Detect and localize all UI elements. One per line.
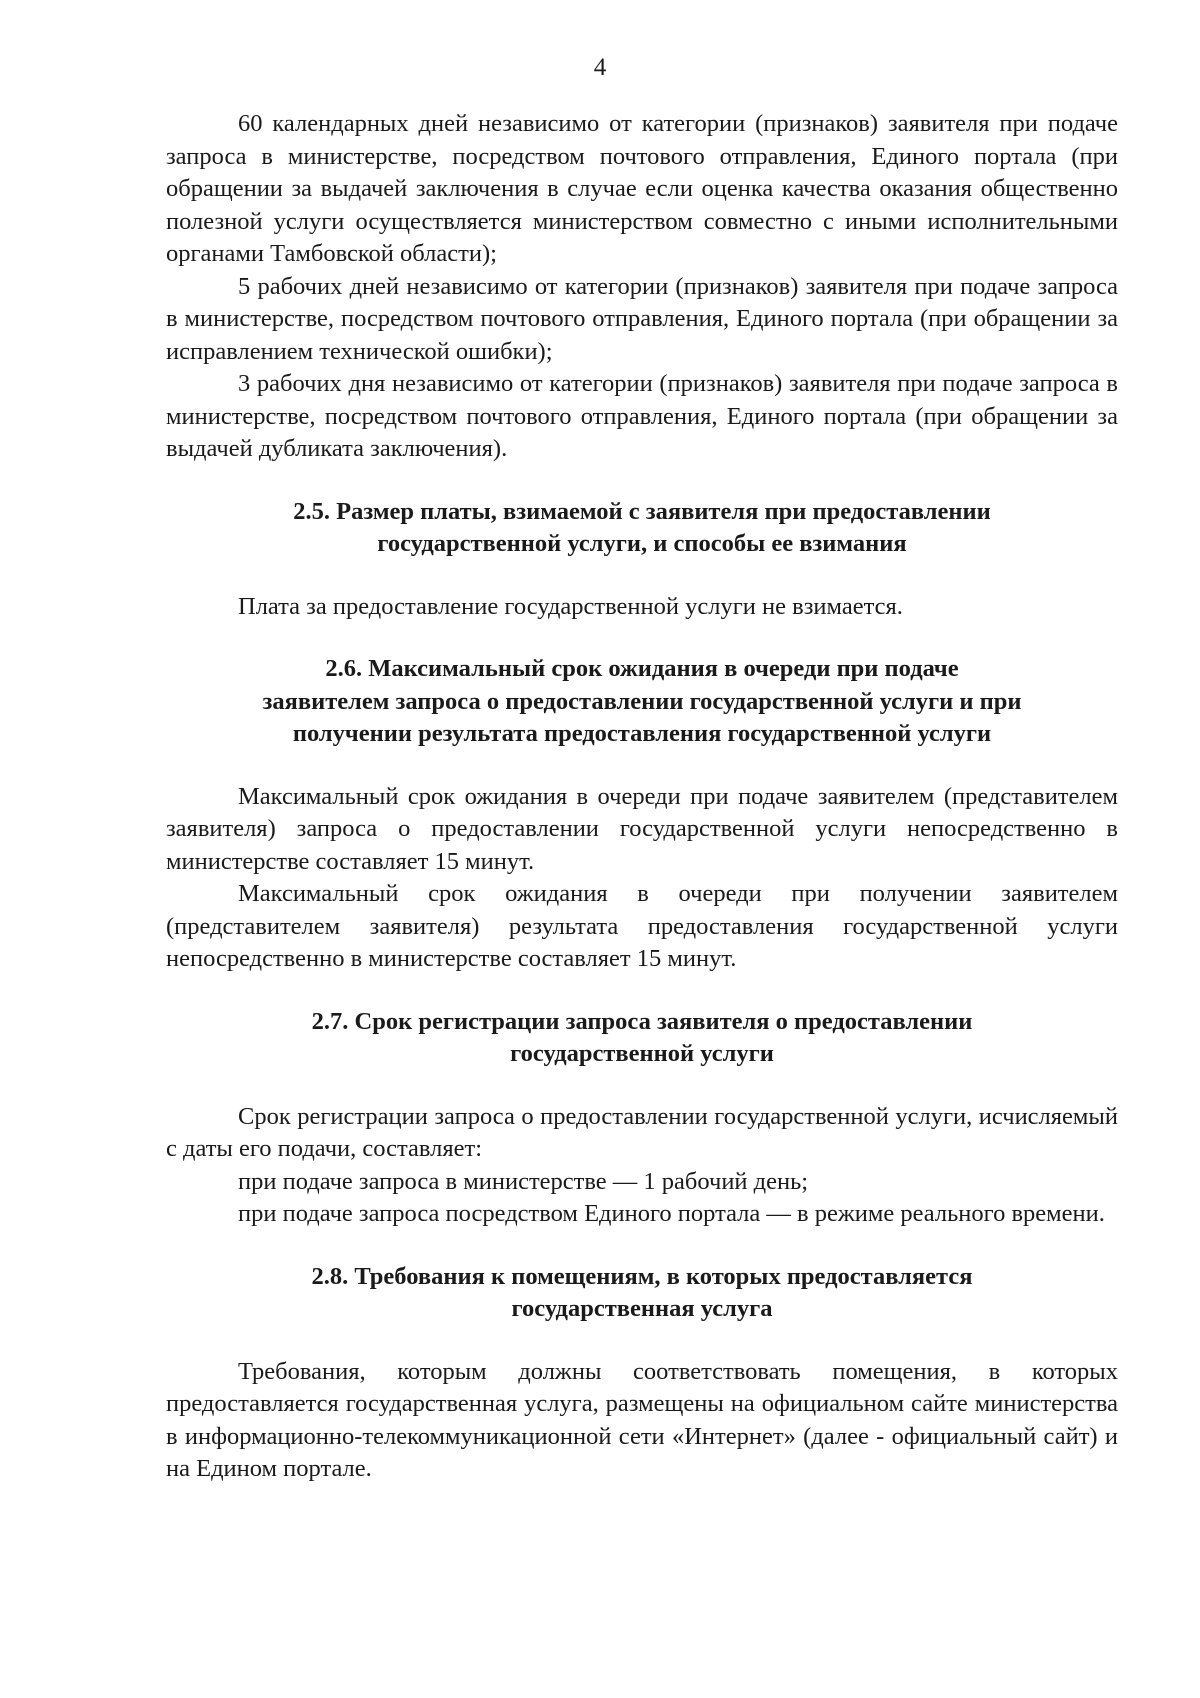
heading-line: 2.6. Максимальный срок ожидания в очереди при подаче — [325, 655, 959, 682]
heading-line: государственной услуги, и способы ее взимания — [377, 530, 907, 557]
section-2-6-paragraph: Максимальный срок ожидания в очереди при получении заявителем (представителем заявителя) результата предоставления государственной услуги непосредственно в министерстве составляет 15 минут. — [166, 880, 1118, 972]
intro-paragraph: 5 рабочих дней независимо от категории (признаков) заявителя при подаче запроса в министерстве, посредством почтового отправления, Единого портала (при обращении за исправлением технической ошибки); — [166, 272, 1118, 365]
document-body — [166, 108, 1118, 1486]
heading-line: 2.8. Требования к помещениям, в которых предоставляется — [311, 1262, 973, 1290]
heading-line: получении результата предоставления государственной услуги — [292, 720, 992, 747]
section-2-7-paragraph: при подаче запроса в министерстве — 1 рабочий день; — [238, 1167, 809, 1195]
section-2-6-heading — [166, 653, 1118, 751]
heading-line: 2.5. Размер платы, взимаемой с заявителя при предоставлении — [293, 497, 991, 525]
heading-line: государственной услуги — [510, 1040, 774, 1067]
section-2-7-paragraph: Срок регистрации запроса о предоставлении государственной услуги, исчисляемый с даты его подачи, составляет: — [166, 1102, 1118, 1162]
section-2-6-paragraph: Максимальный срок ожидания в очереди при подаче заявителем (представителем заявителя) запроса о предоставлении государственной услуги непосредственно в министерстве составляет 15 минут. — [166, 782, 1118, 875]
heading-line: государственная услуга — [511, 1295, 773, 1322]
section-2-5-heading — [166, 496, 1118, 561]
section-2-8-heading — [166, 1261, 1118, 1326]
section-2-7-paragraph: при подаче запроса посредством Единого портала — в режиме реального времени. — [238, 1200, 1105, 1227]
page-number: 4 — [593, 54, 607, 81]
section-2-7-heading — [166, 1006, 1118, 1071]
intro-paragraph: 3 рабочих дня независимо от категории (признаков) заявителя при подаче запроса в министерстве, посредством почтового отправления, Единого портала (при обращении за выдачей дубликата заключения). — [166, 370, 1118, 462]
heading-line: заявителем запроса о предоставлении государственной услуги и при — [262, 687, 1022, 715]
intro-paragraph: 60 календарных дней независимо от категории (признаков) заявителя при подаче запроса в министерстве, посредством почтового отправления, Единого портала (при обращении за выдачей заключения в случае если оценка качества оказания общественно полезной услуги осуществляется министерством совместно с иными исполнительными органами Тамбовской области); — [166, 110, 1118, 267]
section-2-8-paragraph: Требования, которым должны соответствовать помещения, в которых предоставляется государственная услуга, размещены на официальном сайте министерства в информационно-телекоммуникационной сети «Интернет» (далее - официальный сайт) и на Едином портале. — [166, 1357, 1118, 1482]
heading-line: 2.7. Срок регистрации запроса заявителя о предоставлении — [311, 1007, 973, 1035]
section-2-5-paragraph: Плата за предоставление государственной услуги не взимается. — [238, 592, 903, 620]
